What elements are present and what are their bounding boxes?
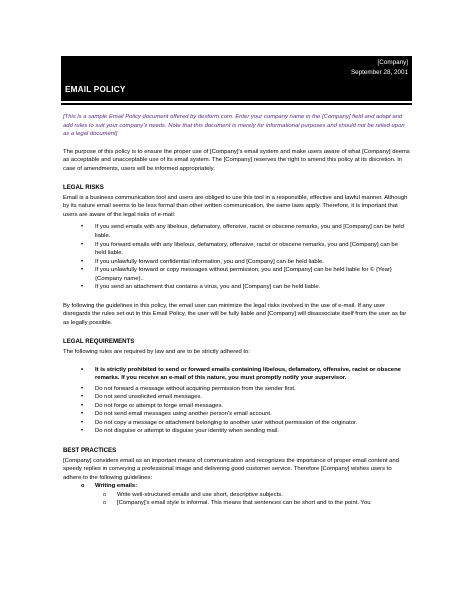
list-item: • If you send an attachment that contains a virus, you and [Company] can be held liable.	[63, 283, 410, 292]
list-item: • Do not forge or attempt to forge email messages.	[63, 402, 410, 411]
legal-risks-outro: By following the guidelines in this policy, the email user can minimize the legal risks involved in the use of e-mail. If any user disregards the rules set out in this Email Policy, the user will be fully liable and [Company] will disassociate itself from the user as far as legally possible.	[63, 302, 407, 326]
sample-note: [This is a sample Email Policy document offered by dexform.com. Enter your company name in the [Company] field and adapt and add rules to suit your company's needs. Note that this document is merely for informational purposes and should not be relied upon as a legal document]	[63, 114, 405, 138]
list-item: • Do not disguise or attempt to disguise your identity when sending mail.	[63, 427, 410, 436]
legal-risks-intro: Email is a business communication tool and users are obliged to use this tool in a responsible, effective and lawful manner. Although by its nature email seems to be less formal than other written communication, the same laws apply. Therefore, it is important that users are aware of the legal risks of e-mail:	[63, 194, 408, 218]
list-item: o [Company]'s email style is informal. This means that sentences can be short and to the point. You	[63, 499, 410, 508]
document-date: September 28, 2001	[350, 69, 408, 76]
header-rule	[61, 103, 412, 105]
list-item: • Do not copy a message or attachment belonging to another user without permission of the originator.	[63, 419, 410, 428]
document-title: EMAIL POLICY	[65, 85, 126, 94]
list-item: • Do not forward a message without acquiring permission from the sender first.	[63, 385, 410, 394]
legal-requirements-list	[63, 366, 410, 436]
legal-requirements-intro: The following rules are required by law and are to be strictly adhered to:	[63, 349, 250, 356]
list-item: • If you unlawfully forward confidential information, you and [Company] can be held liable.	[63, 258, 410, 267]
company-name: [Company]	[377, 59, 408, 66]
best-practices-heading: BEST PRACTICES	[63, 446, 117, 454]
list-item: • Do not send unsolicited email messages.	[63, 393, 410, 402]
list-item: o Write well-structured emails and use short, descriptive subjects.	[63, 491, 410, 500]
list-item: • Do not send email messages using another person's email account.	[63, 410, 410, 419]
list-item: • If you send emails with any libelous, defamatory, offensive, racist or obscene remarks, you and [Company] can be held liable.	[63, 223, 410, 240]
list-item: • If you forward emails with any libelous, defamatory, offensive, racist or obscene remarks, you and [Company] can be held liable.	[63, 241, 410, 258]
legal-risks-list	[63, 223, 410, 291]
list-item: • It is strictly prohibited to send or forward emails containing libelous, defamatory, offensive, racist or obscene remarks. If you receive an e-mail of this nature, you must promptly notify your supervisor.	[63, 366, 410, 383]
legal-requirements-heading: LEGAL REQUIREMENTS	[63, 338, 135, 346]
legal-risks-heading: LEGAL RISKS	[63, 184, 104, 192]
document-header	[61, 56, 412, 101]
best-practices-intro: [Company] considers email as an important means of communication and recognizes the importance of proper email content and speedy replies in conveying a professional image and delivering good customer service. Therefore [Company] wishes users to adhere to the following guidelines:	[63, 457, 399, 481]
document-body	[61, 113, 412, 508]
list-item: • If you unlawfully forward or copy messages without permission, you and [Company] can be held liable for © {Year} {Company name}..	[63, 266, 410, 283]
document-page	[61, 56, 412, 508]
writing-emails-heading: o Writing emails:	[63, 482, 410, 491]
purpose-paragraph: The purpose of this policy is to ensure the proper use of [Company]'s email system and make users aware of what [Company] deems as acceptable and unacceptable use of its email system. The [Company] reserves the right to amend this policy at its discretion. In case of amendments, users will be informed appropriately.	[63, 148, 410, 172]
